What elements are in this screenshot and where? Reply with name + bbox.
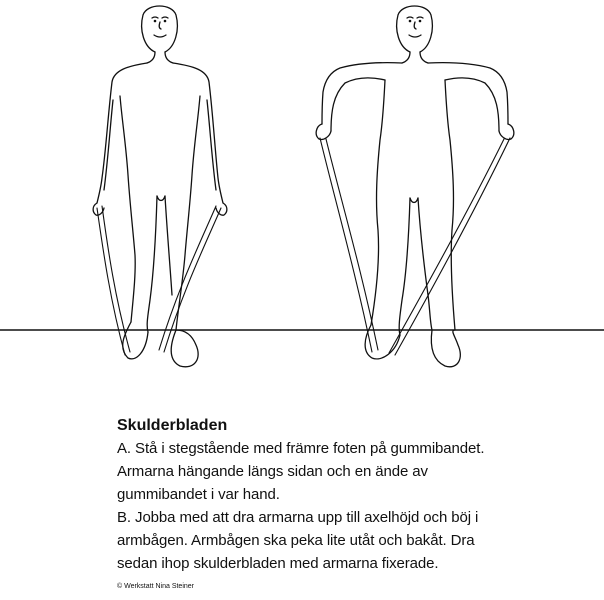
- instruction-line: gummibandet i var hand.: [117, 486, 280, 503]
- instruction-line: A. Stå i stegstående med främre foten på gummibandet.: [117, 440, 485, 457]
- instruction-line: B. Jobba med att dra armarna upp till axelhöjd och böj i: [117, 509, 479, 526]
- instruction-line: sedan ihop skulderbladen med armarna fixerade.: [117, 555, 439, 572]
- copyright-notice: © Werkstatt Nina Steiner: [117, 583, 194, 590]
- figure-b: [316, 6, 514, 367]
- instruction-line: Armarna hängande längs sidan och en ände av: [117, 463, 428, 480]
- figure-a-band: [97, 206, 130, 355]
- exercise-title: Skulderbladen: [117, 417, 228, 434]
- figure-a-head: [142, 6, 178, 52]
- figure-b-head: [397, 6, 433, 52]
- figure-b-band: [320, 138, 378, 352]
- figure-a: [93, 6, 227, 367]
- instruction-line: armbågen. Armbågen ska peka lite utåt och bakåt. Dra: [117, 532, 475, 549]
